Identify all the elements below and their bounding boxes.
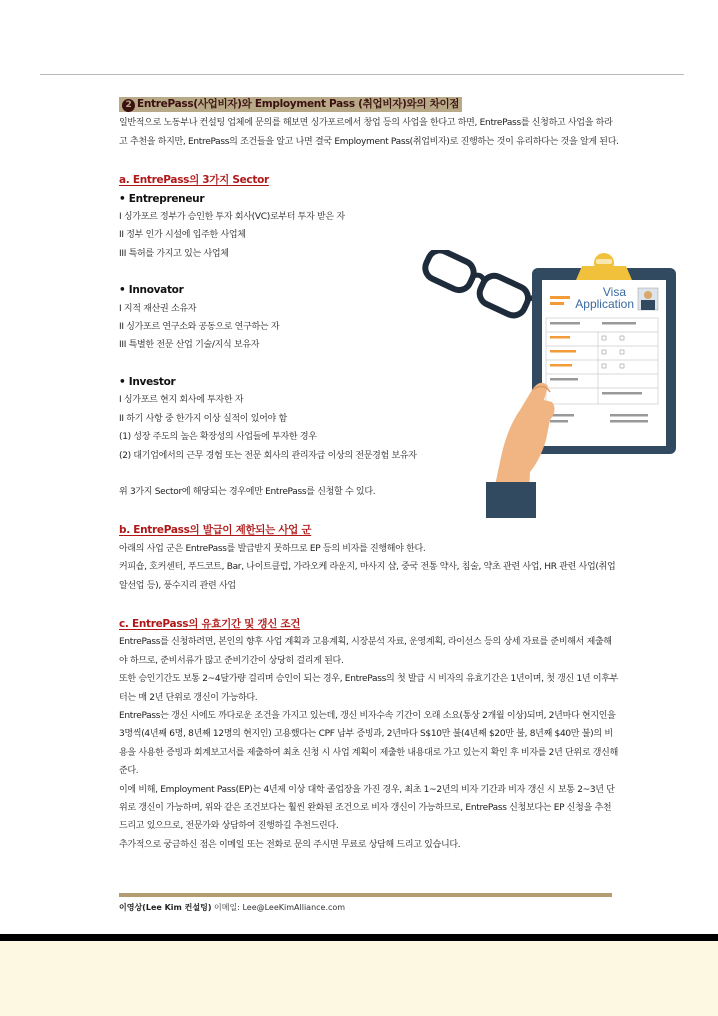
paragraph: 커피숍, 호커센터, 푸드코트, Bar, 나이트클럽, 가라오케 라운지, 마사지 샵, 중국 전통 약사, 침술, 약초 관련 사업, HR 관련 사업(취업 알선업 등), 풍수지리 관련 사업 — [119, 562, 616, 591]
section-c-title: c. EntrePass의 유효기간 및 갱신 조건 — [119, 617, 301, 630]
list-item: III 특허를 가지고 있는 사업체 — [119, 248, 229, 259]
list-item: I 지적 재산권 소유자 — [119, 303, 197, 314]
paragraph: EntrePass를 신청하려면, 본인의 향후 사업 계획과 고용계획, 시장분석 자료, 운영계획, 라이선스 등의 상세 자료를 준비해서 제출해야 하므로, 준비서류가 많고 준비기간이 상당히 걸리게 된다. — [119, 637, 612, 666]
page-edge-band — [0, 934, 718, 941]
paragraph: 이에 비해, Employment Pass(EP)는 4년제 이상 대학 졸업장을 가진 경우, 최초 1~2년의 비자 기간과 비자 갱신 시 보통 2~3년 단위로 갱신이 가능하며, 위와 같은 조건보다는 훨씬 완화된 조건으로 비자 갱신이 가능하므로, EntrePass 신청보다는 EP 신청을 추천드리고 있으므로, 전문가와 상담하여 진행하길 추천드린다. — [119, 784, 615, 832]
list-item: (1) 성장 주도의 높은 확장성의 사업들에 투자한 경우 — [119, 432, 317, 443]
author-email[interactable]: 이메일: Lee@LeeKimAlliance.com — [211, 903, 346, 912]
list-item: I 싱가포르 현지 회사에 투자한 자 — [119, 395, 244, 406]
list-item: II 하기 사항 중 한가지 이상 실적이 있어야 함 — [119, 413, 287, 424]
footer — [119, 902, 345, 913]
footer-divider — [119, 893, 612, 897]
section-heading — [119, 97, 462, 112]
paragraph: 아래의 사업 군은 EntrePass를 발급받지 못하므로 EP 등의 비자를 진행해야 한다. — [119, 543, 426, 554]
list-item: II 정부 인가 시설에 입주한 사업체 — [119, 230, 246, 241]
section-a-title: a. EntrePass의 3가지 Sector — [119, 174, 269, 187]
group-title: • Investor — [119, 375, 176, 388]
paragraph: EntrePass는 갱신 시에도 까다로운 조건을 가지고 있는데, 갱신 비자수속 기간이 오래 소요(통상 2개월 이상)되며, 2년마다 현지인을 3명씩(4년째 6명, 8년째 12명의 현지인) 고용했다는 CPF 납부 증빙과, 2년마다 S$10만 불(4년째 $20만 불, 8년째 $40만 불)의 비용을 사용한 증빙과 회계보고서를 제출하여 최초 신청 시 사업 계획이 제출한 내용대로 가고 있는지 확인 후 비자를 2년 단위로 갱신해 준다. — [119, 710, 618, 777]
group-title: • Entrepreneur — [119, 192, 205, 205]
author-name: 이영상(Lee Kim 컨설팅) — [119, 903, 212, 912]
list-item: (2) 대기업에서의 근무 경험 또는 전문 회사의 관리자급 이상의 전문경험 보유자 — [119, 450, 417, 461]
top-divider — [40, 74, 684, 75]
visa-title-line1: Visa — [602, 285, 626, 299]
paragraph: 추가적으로 궁금하신 점은 이메일 또는 전화로 문의 주시면 무료로 상담해 드리고 있습니다. — [119, 839, 461, 850]
list-item: III 특별한 전문 산업 기술/지식 보유자 — [119, 340, 260, 351]
list-item: II 싱가포르 연구소와 공동으로 연구하는 자 — [119, 322, 280, 333]
number-badge: 2 — [122, 99, 135, 112]
group-title: • Innovator — [119, 284, 184, 297]
section-b-title: b. EntrePass의 발급이 제한되는 사업 군 — [119, 524, 312, 537]
page-bottom-area — [0, 941, 718, 1016]
visa-title-line2: Application — [575, 297, 634, 311]
paragraph: 또한 승인기간도 보통 2~4달가량 걸리며 승인이 되는 경우, EntrePass의 첫 발급 시 비자의 유효기간은 1년이며, 첫 갱신 1년 이후부터는 매 2년 단위로 갱신이 가능하다. — [119, 674, 619, 703]
heading-text: EntrePass(사업비자)와 Employment Pass (취업비자)와의 차이점 — [137, 98, 460, 110]
intro-paragraph: 일반적으로 노동부나 컨설팅 업체에 문의를 해보면 싱가포르에서 창업 등의 사업을 한다고 하면, EntrePass를 신청하고 사업을 하라고 추천을 하지만, EntrePass의 조건들을 알고 나면 결국 Employment Pass(취업비자)로 진행하는 것이 유리하다는 것을 알게 된다. — [119, 118, 619, 147]
sector-note: 위 3가지 Sector에 해당되는 경우에만 EntrePass를 신청할 수 있다. — [119, 486, 376, 497]
list-item: I 싱가포르 정부가 승인한 투자 회사(VC)로부터 투자 받은 자 — [119, 212, 345, 223]
article-body — [119, 96, 619, 854]
